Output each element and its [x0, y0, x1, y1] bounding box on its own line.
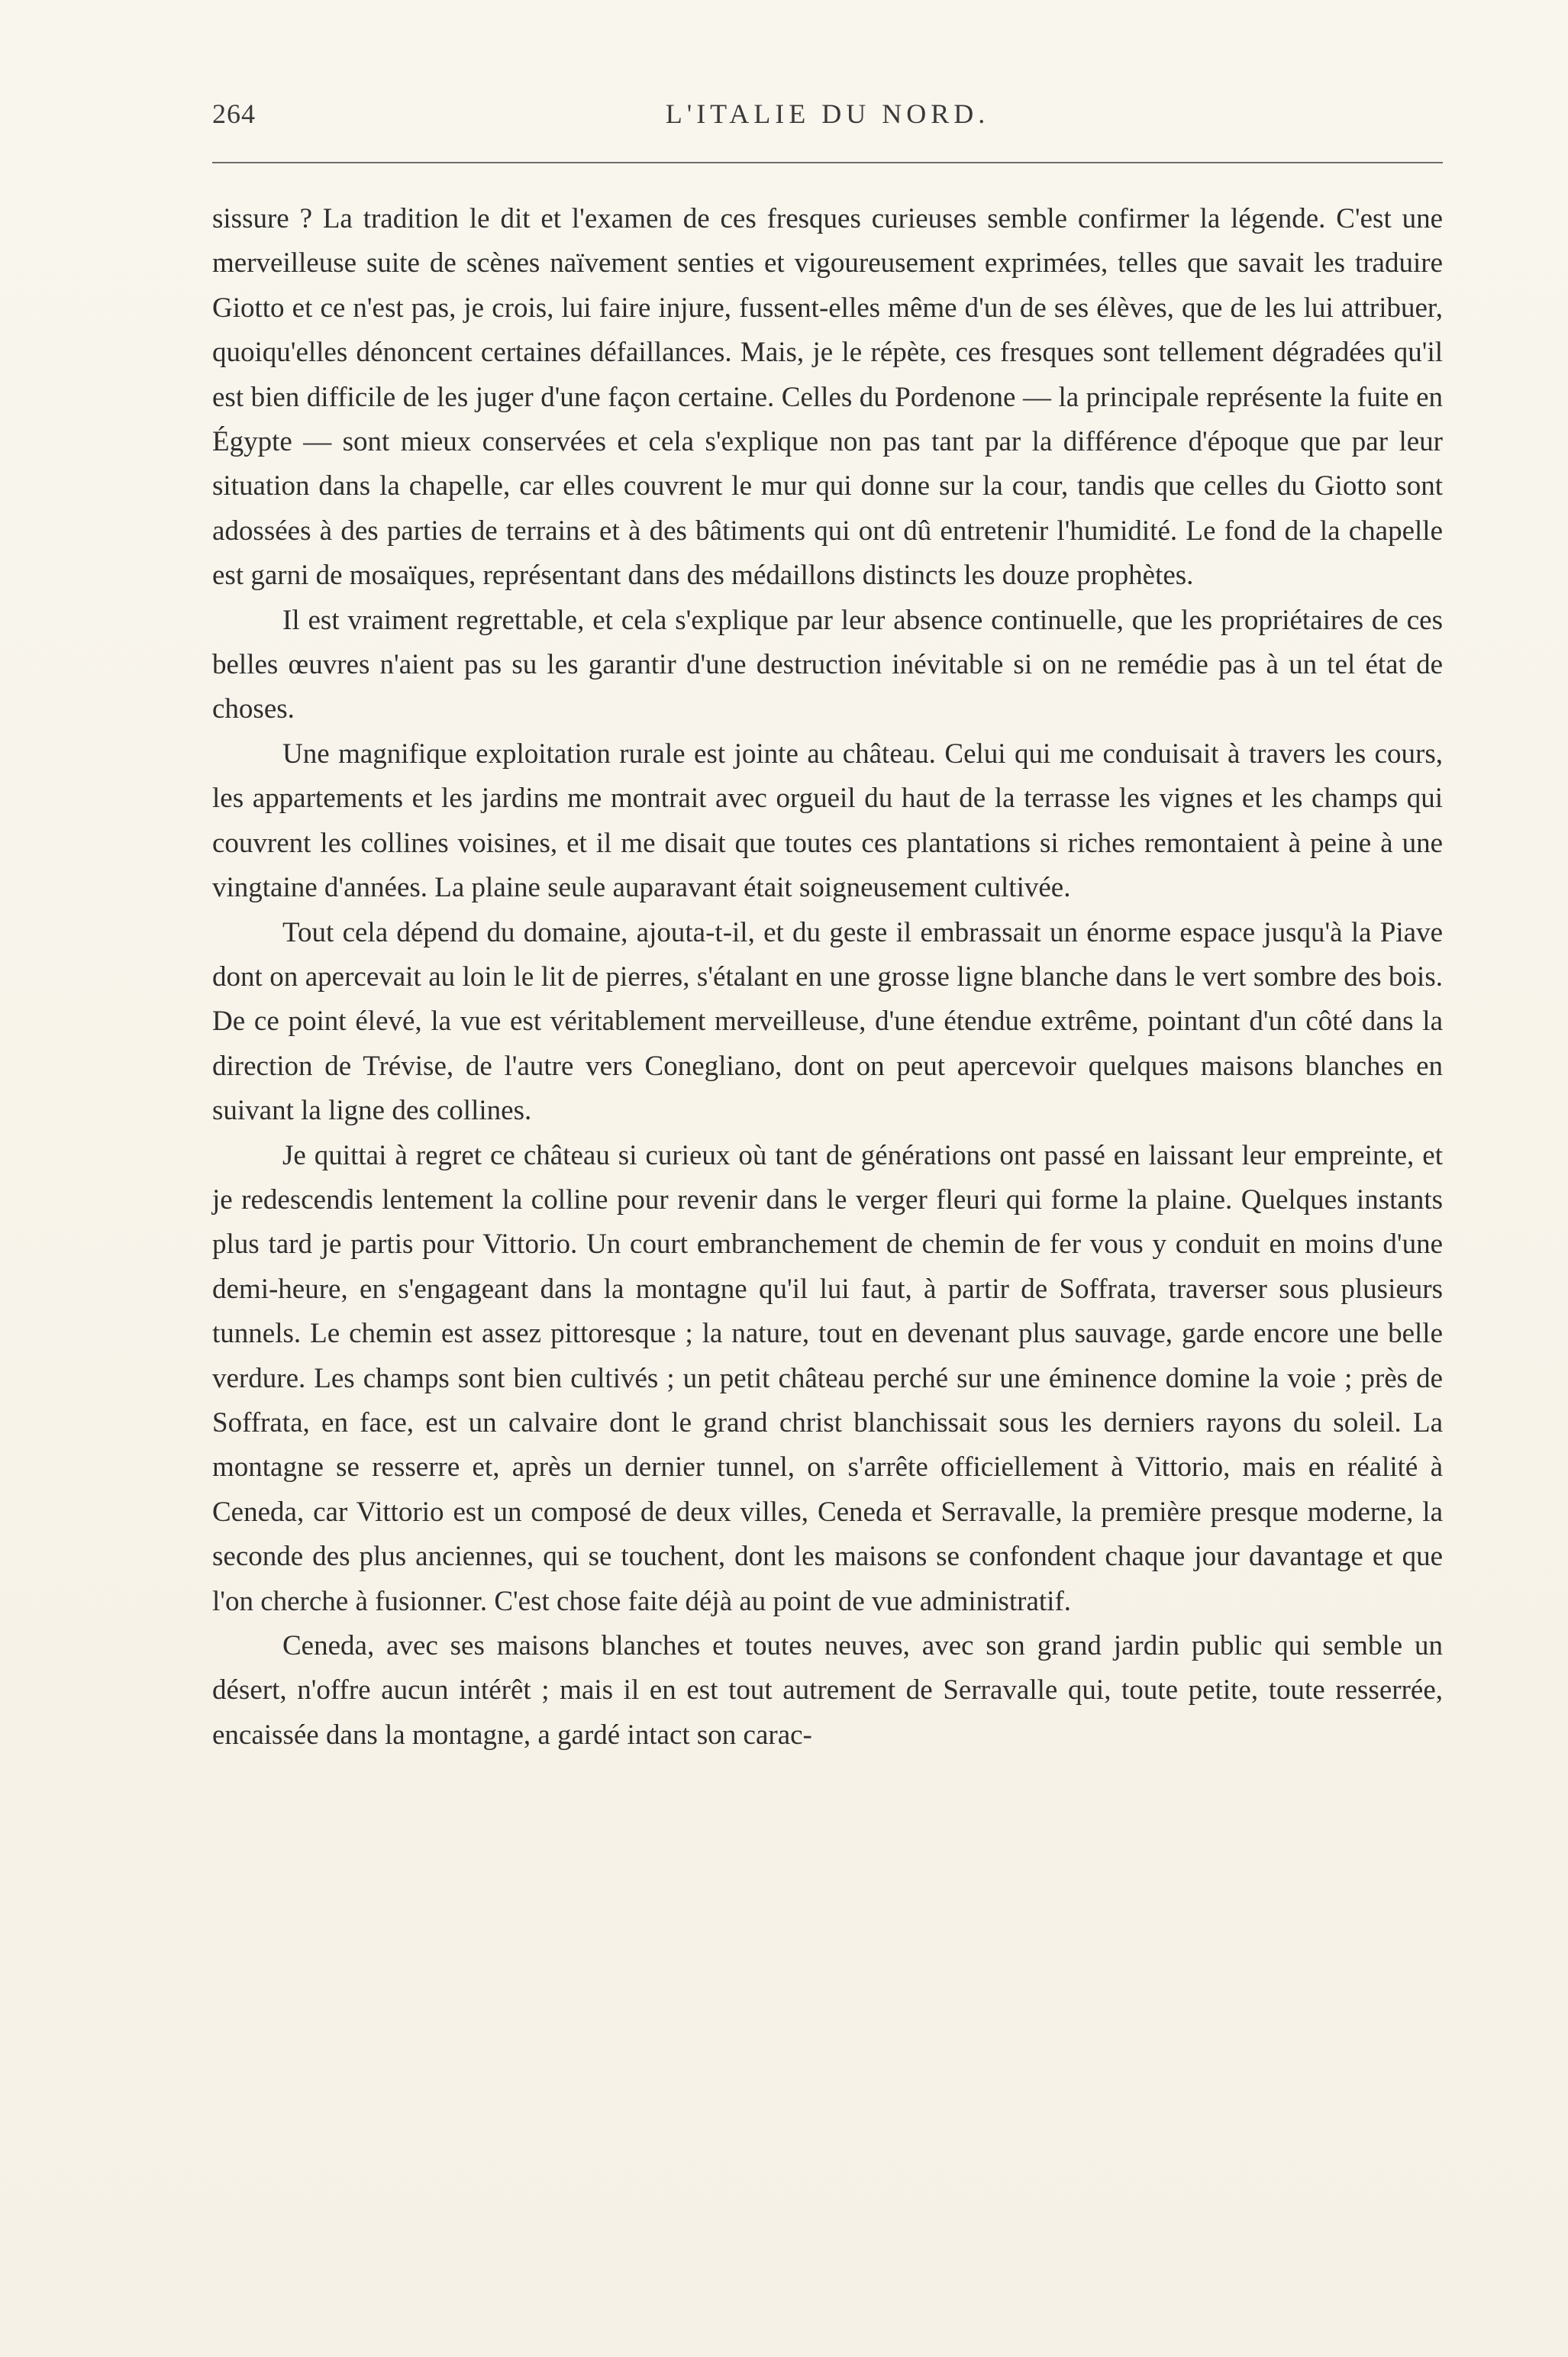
- page-number: 264: [212, 98, 256, 129]
- paragraph: Tout cela dépend du domaine, ajouta-t-il, et du geste il embrassait un énorme espace jusqu'à la Piave dont on apercevait au loin le lit de pierres, s'étalant en une grosse ligne blanche dans le vert sombre des bois. De ce point élevé, la vue est véritablement merveilleuse, d'une étendue extrême, pointant d'un côté dans la direction de Trévise, de l'autre vers Conegliano, dont on peut apercevoir quelques maisons blanches en suivant la ligne des collines.: [212, 916, 1443, 1127]
- paragraph: Une magnifique exploitation rurale est jointe au château. Celui qui me conduisait à travers les cours, les appartements et les jardins me montrait avec orgueil du haut de la terrasse les vignes et les champs qui couvrent les collines voisines, et il me disait que toutes ces plantations si riches remontaient à peine à une vingtaine d'années. La plaine seule auparavant était soigneusement cultivée.: [212, 738, 1443, 904]
- body-text: [212, 197, 1443, 1758]
- paragraph: Ceneda, avec ses maisons blanches et toutes neuves, avec son grand jardin public qui semble un désert, n'offre aucun intérêt ; mais il en est tout autrement de Serravalle qui, toute petite, toute resserrée, encaissée dans la montagne, a gardé intact son carac-: [212, 1630, 1443, 1751]
- paragraph: sissure ? La tradition le dit et l'examen de ces fresques curieuses semble confirmer la légende. C'est une merveilleuse suite de scènes naïvement senties et vigoureusement exprimées, telles que savait les traduire Giotto et ce n'est pas, je crois, lui faire injure, fussent-elles même d'un de ses élèves, que de les lui attribuer, quoiqu'elles dénoncent certaines défaillances. Mais, je le répète, ces fresques sont tellement dégradées qu'il est bien difficile de les juger d'une façon certaine. Celles du Pordenone — la principale représente la fuite en Égypte — sont mieux conservées et cela s'explique non pas tant par la différence d'époque que par leur situation dans la chapelle, car elles couvrent le mur qui donne sur la cour, tandis que celles du Giotto sont adossées à des parties de terrains et à des bâtiments qui ont dû entretenir l'humidité. Le fond de la chapelle est garni de mosaïques, représentant dans des médaillons distincts les douze prophètes.: [212, 203, 1443, 592]
- running-head: [212, 98, 1443, 144]
- paragraph: Il est vraiment regrettable, et cela s'explique par leur absence continuelle, que les propriétaires de ces belles œuvres n'aient pas su les garantir d'une destruction inévitable si on ne remédie pas à un tel état de choses.: [212, 604, 1443, 725]
- running-title: L'ITALIE DU NORD.: [665, 98, 990, 129]
- header-rule: [212, 162, 1443, 163]
- paragraph: Je quittai à regret ce château si curieux où tant de générations ont passé en laissant leur empreinte, et je redescendis lentement la colline pour revenir dans le verger fleuri qui forme la plaine. Quelques instants plus tard je partis pour Vittorio. Un court embranchement de chemin de fer vous y conduit en moins d'une demi-heure, en s'engageant dans la montagne qu'il lui faut, à partir de Soffrata, traverser sous plusieurs tunnels. Le chemin est assez pittoresque ; la nature, tout en devenant plus sauvage, garde encore une belle verdure. Les champs sont bien cultivés ; un petit château perché sur une éminence domine la voie ; près de Soffrata, en face, est un calvaire dont le grand christ blanchissait sous les derniers rayons du soleil. La montagne se resserre et, après un dernier tunnel, on s'arrête officiellement à Vittorio, mais en réalité à Ceneda, car Vittorio est un composé de deux villes, Ceneda et Serravalle, la première presque moderne, la seconde des plus anciennes, qui se touchent, dont les maisons se confondent chaque jour davantage et que l'on cherche à fusionner. C'est chose faite déjà au point de vue administratif.: [212, 1139, 1443, 1617]
